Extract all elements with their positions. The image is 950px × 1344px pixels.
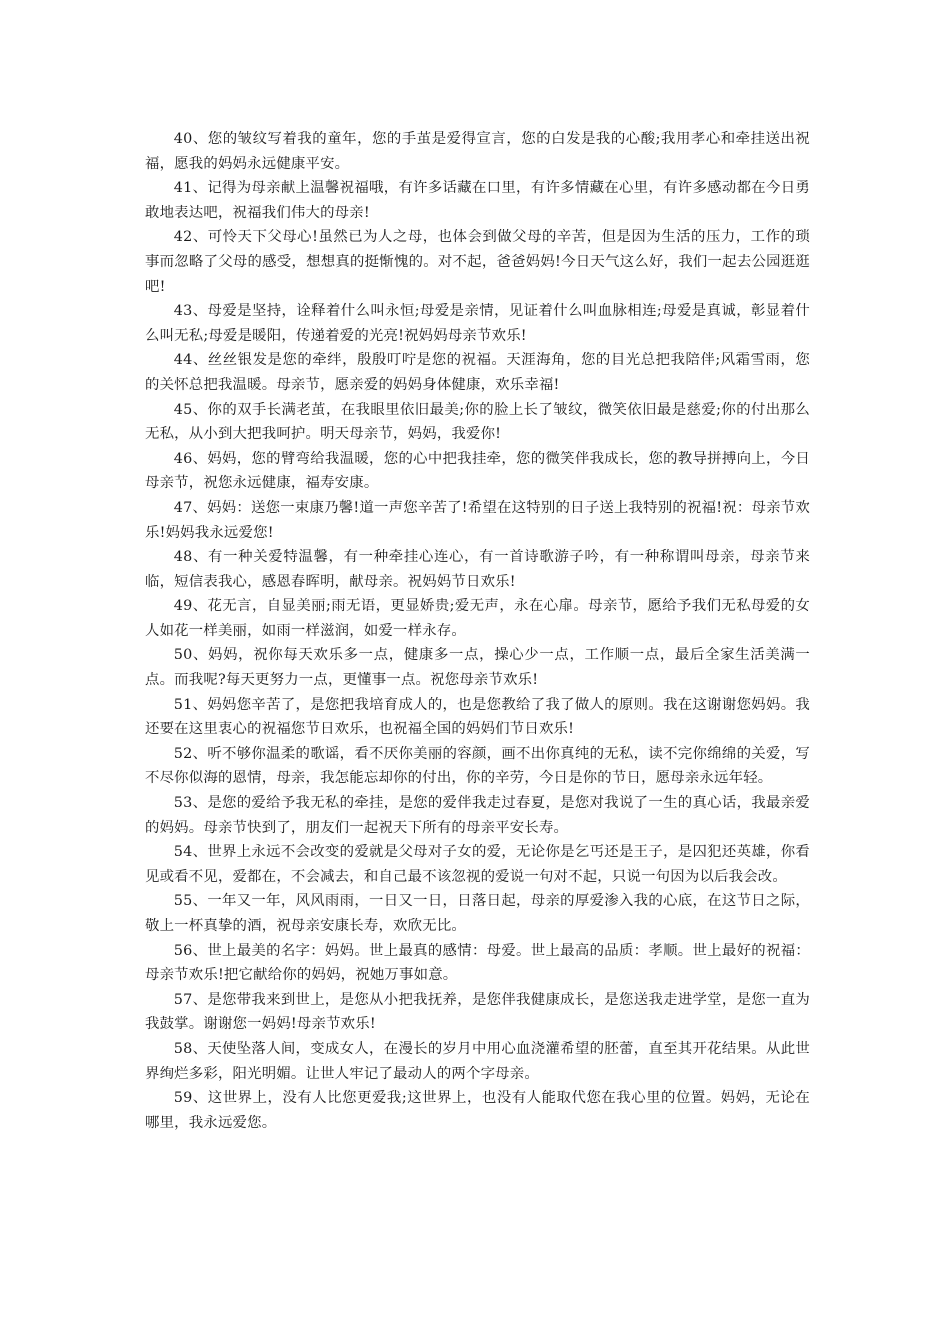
paragraph-41: 41、记得为母亲献上温馨祝福哦，有许多话藏在口里，有许多情藏在心里，有许多感动都在今日勇敢地表达吧，祝福我们伟大的母亲! — [145, 180, 810, 221]
paragraph-44: 44、丝丝银发是您的牵绊，殷殷叮咛是您的祝福。天涯海角，您的目光总把我陪伴;风霜雪雨，您的关怀总把我温暖。母亲节，愿亲爱的妈妈身体健康，欢乐幸福! — [145, 352, 810, 393]
paragraph-52: 52、听不够你温柔的歌谣，看不厌你美丽的容颜，画不出你真纯的无私，读不完你绵绵的关爱，写不尽你似海的恩情，母亲，我怎能忘却你的付出，你的辛劳，今日是你的节日，愿母亲永远年轻。 — [145, 745, 810, 787]
paragraph-54: 54、世界上永远不会改变的爱就是父母对子女的爱，无论你是乞丐还是王子，是囚犯还英雄，你看见或看不见，爱都在，不会减去，和自己最不该忽视的爱说一句对不起，只说一句因为以后我会改。 — [145, 844, 810, 885]
paragraph-49: 49、花无言，自显美丽;雨无语，更显娇贵;爱无声，永在心扉。母亲节，愿给予我们无私母爱的女人如花一样美丽，如雨一样滋润，如爱一样永存。 — [145, 598, 810, 639]
paragraph-42: 42、可怜天下父母心!虽然已为人之母，也体会到做父母的辛苦，但是因为生活的压力，工作的琐事而忽略了父母的感受，想想真的挺惭愧的。对不起，爸爸妈妈!今日天气这么好，我们一起去公园逛逛吧! — [145, 229, 810, 295]
paragraph-53: 53、是您的爱给予我无私的牵挂，是您的爱伴我走过春夏，是您对我说了一生的真心话，我最亲爱的妈妈。母亲节快到了，朋友们一起祝天下所有的母亲平安长寿。 — [145, 795, 810, 836]
paragraph-45: 45、你的双手长满老茧，在我眼里依旧最美;你的脸上长了皱纹，微笑依旧最是慈爱;你的付出那么无私，从小到大把我呵护。明天母亲节，妈妈，我爱你! — [145, 401, 810, 443]
paragraph-57: 57、是您带我来到世上，是您从小把我抚养，是您伴我健康成长，是您送我走进学堂，是您一直为我鼓掌。谢谢您一妈妈!母亲节欢乐! — [145, 991, 810, 1033]
paragraph-59: 59、这世界上，没有人比您更爱我;这世界上，也没有人能取代您在我心里的位置。妈妈，无论在哪里，我永远爱您。 — [145, 1090, 810, 1131]
paragraph-40: 40、您的皱纹写着我的童年，您的手茧是爱得宣言，您的白发是我的心酸;我用孝心和牵挂送出祝福，愿我的妈妈永远健康平安。 — [145, 131, 810, 172]
paragraph-55: 55、一年又一年，风风雨雨，一日又一日，日落日起，母亲的厚爱渗入我的心底，在这节日之际，敬上一杯真挚的酒，祝母亲安康长寿，欢欣无比。 — [145, 893, 810, 934]
paragraph-43: 43、母爱是坚持，诠释着什么叫永恒;母爱是亲情，见证着什么叫血脉相连;母爱是真诚，彰显着什么叫无私;母爱是暖阳，传递着爱的光亮!祝妈妈母亲节欢乐! — [145, 303, 810, 344]
document-page — [145, 127, 810, 1135]
paragraph-50: 50、妈妈，祝你每天欢乐多一点，健康多一点，操心少一点，工作顺一点，最后全家生活美满一点。而我呢?每天更努力一点，更懂事一点。祝您母亲节欢乐! — [145, 647, 810, 689]
paragraph-56: 56、世上最美的名字：妈妈。世上最真的感情：母爱。世上最高的品质：孝顺。世上最好的祝福：母亲节欢乐!把它献给你的妈妈，祝她万事如意。 — [145, 942, 810, 984]
paragraph-51: 51、妈妈您辛苦了，是您把我培育成人的，也是您教给了我了做人的原则。我在这谢谢您妈妈。我还要在这里衷心的祝福您节日欢乐，也祝福全国的妈妈们节日欢乐! — [145, 696, 810, 738]
paragraph-46: 46、妈妈，您的臂弯给我温暖，您的心中把我挂牵，您的微笑伴我成长，您的教导拼搏向上，今日母亲节，祝您永远健康，福寿安康。 — [145, 450, 810, 492]
paragraph-47: 47、妈妈：送您一束康乃馨!道一声您辛苦了!希望在这特别的日子送上我特别的祝福!祝：母亲节欢乐!妈妈我永远爱您! — [145, 499, 810, 541]
paragraph-58: 58、天使坠落人间，变成女人，在漫长的岁月中用心血浇灌希望的胚蕾，直至其开花结果。从此世界绚烂多彩，阳光明媚。让世人牢记了最动人的两个字母亲。 — [145, 1040, 810, 1082]
paragraph-48: 48、有一种关爱特温馨，有一种牵挂心连心，有一首诗歌游子吟，有一种称谓叫母亲，母亲节来临，短信表我心，感恩春晖明，献母亲。祝妈妈节日欢乐! — [145, 549, 810, 590]
